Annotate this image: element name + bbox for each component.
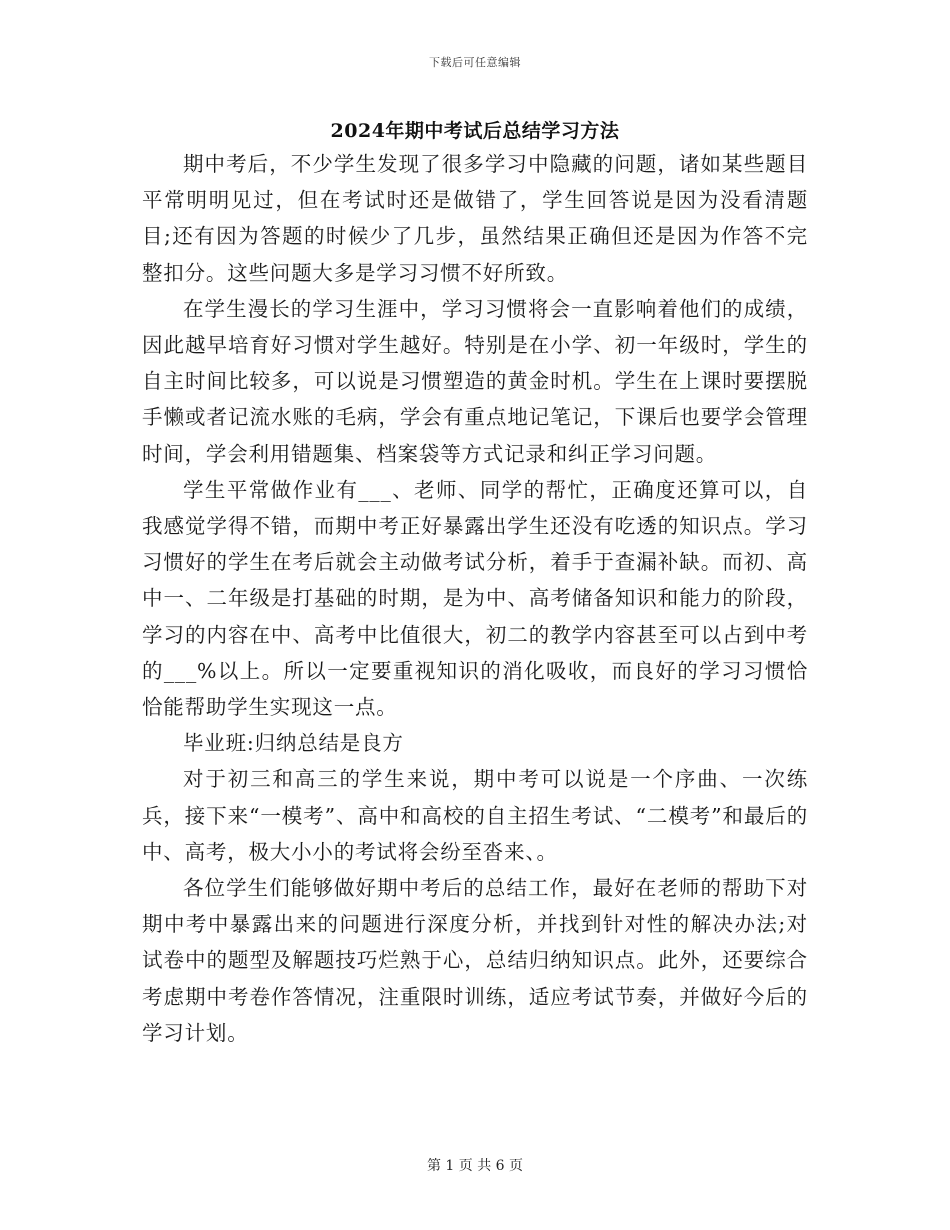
header-note: 下载后可任意编辑 (429, 56, 521, 69)
paragraph-2: 在学生漫长的学习生涯中，学习习惯将会一直影响着他们的成绩，因此越早培育好习惯对学生越好。特别是在小学、初一年级时，学生的自主时间比较多，可以说是习惯塑造的黄金时机。学生在上课时要摆脱手懒或者记流水账的毛病，学会有重点地记笔记，下课后也要学会管理时间，学会利用错题集、档案袋等方式记录和纠正学习问题。 (142, 296, 808, 466)
page-number: 第 1 页 共 6 页 (426, 1158, 524, 1174)
document-body (142, 146, 808, 1051)
document-title: 2024年期中考试后总结学习方法 (330, 120, 620, 142)
paragraph-1: 期中考后，不少学生发现了很多学习中隐藏的问题，诸如某些题目平常明明见过，但在考试时还是做错了，学生回答说是因为没看清题目;还有因为答题的时候少了几步，虽然结果正确但还是因为作答不完整扣分。这些问题大多是学习习惯不好所致。 (142, 152, 808, 285)
paragraph-3: 学生平常做作业有___、老师、同学的帮忙，正确度还算可以，自我感觉学得不错，而期中考正好暴露出学生还没有吃透的知识点。学习习惯好的学生在考后就会主动做考试分析，着手于查漏补缺。而初、高中一、二年级是打基础的时期，是为中、高考储备知识和能力的阶段，学习的内容在中、高考中比值很大，初二的教学内容甚至可以占到中考的___%以上。所以一定要重视知识的消化吸收，而良好的学习习惯恰恰能帮助学生实现这一点。 (142, 477, 808, 720)
paragraph-5: 各位学生们能够做好期中考后的总结工作，最好在老师的帮助下对期中考中暴露出来的问题进行深度分析，并找到针对性的解决办法;对试卷中的题型及解题技巧烂熟于心，总结归纳知识点。此外，还要综合考虑期中考卷作答情况，注重限时训练，适应考试节奏，并做好今后的学习计划。 (142, 876, 808, 1045)
section-heading: 毕业班:归纳总结是良方 (183, 731, 404, 756)
paragraph-4: 对于初三和高三的学生来说，期中考可以说是一个序曲、一次练兵，接下来“一模考”、高中和高校的自主招生考试、“二模考”和最后的中、高考，极大小小的考试将会纷至沓来、。 (142, 767, 808, 864)
